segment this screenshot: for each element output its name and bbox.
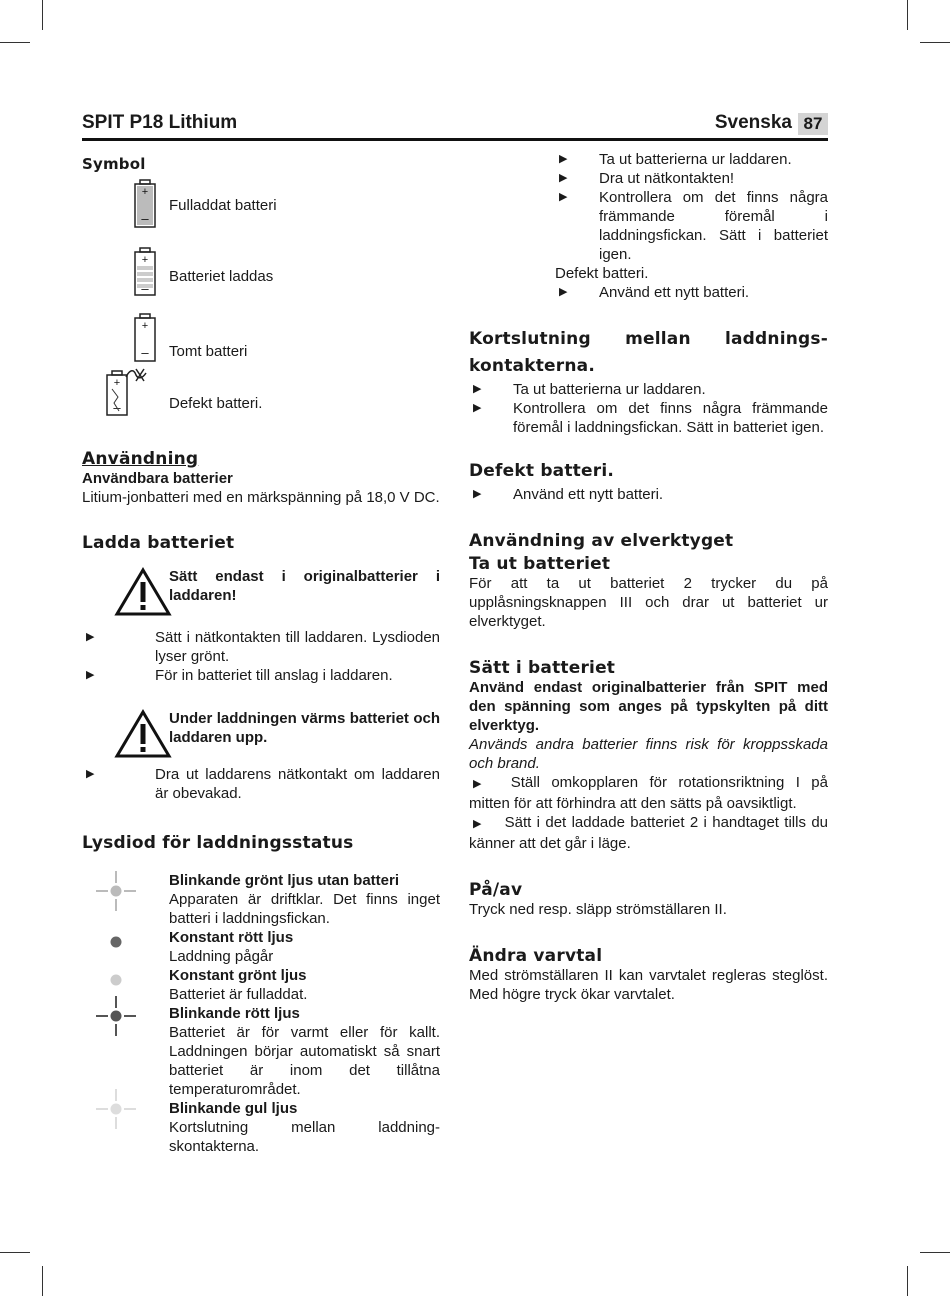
- crop-mark: [42, 0, 43, 30]
- led-row-steady-red: [82, 928, 440, 966]
- usage-text: Litium-jonbatteri med en märkspänning på 18,0 V DC.: [82, 489, 440, 506]
- blinking-green-led-icon: [96, 871, 136, 915]
- symbol-row-empty: [82, 313, 440, 365]
- led-title: Blinkande gul ljus: [169, 1100, 298, 1117]
- empty-battery-icon: [132, 313, 158, 363]
- defect-heading: Defekt batteri.: [469, 461, 615, 481]
- svg-text:–: –: [141, 211, 149, 226]
- list-item: ▶ Sätt i nätkontakten till laddaren. Lysdioden lyser grönt.: [82, 628, 440, 666]
- crop-mark: [907, 1266, 908, 1296]
- on-off-text: Tryck ned resp. släpp strömställaren II.: [469, 901, 727, 918]
- led-text: Laddning pågår: [169, 948, 274, 965]
- led-text: Batteriet är fulladdat.: [169, 986, 308, 1003]
- crop-mark: [42, 1266, 43, 1296]
- remove-battery-text: För att ta ut batteriet 2 trycker du på upplåsningsknappen III och drar ut batteriet ur elverktyget.: [469, 575, 828, 630]
- speed-heading: Ändra varvtal: [469, 946, 603, 966]
- right-column: [469, 150, 828, 1004]
- svg-text:+: +: [141, 186, 149, 198]
- symbol-row-charging: [82, 243, 440, 307]
- symbol-label: Tomt batteri: [169, 343, 248, 360]
- list-item: ▶ Kontrollera om det finns några främmande föremål i laddningsfickan. Sätt in batteriet igen.: [469, 399, 828, 437]
- defect-line: Defekt batteri.: [555, 265, 649, 282]
- warning-text: Under laddningen värms batteriet och laddaren upp.: [169, 710, 440, 746]
- list-item: ▶ Ta ut batterierna ur laddaren.: [469, 380, 828, 399]
- list-item: ▶ Använd ett nytt batteri.: [555, 283, 828, 302]
- short-circuit-heading: Kortslutning mellan laddnings-kontakterna.: [469, 329, 828, 376]
- steady-green-led-icon: [96, 970, 136, 990]
- manual-title: SPIT P18 Lithium: [82, 112, 238, 133]
- svg-text:+: +: [141, 320, 149, 332]
- symbol-heading: Symbol: [82, 155, 146, 173]
- symbol-label: Fulladdat batteri: [169, 197, 277, 214]
- speed-text: Med strömställaren II kan varvtalet regleras steglöst. Med högre tryck ökar varvtalet.: [469, 967, 828, 1003]
- list-item: ▶ Dra ut laddarens nätkontakt om laddaren är obevakad.: [82, 765, 440, 803]
- list-item: ▶ Ta ut batterierna ur laddaren.: [555, 150, 828, 169]
- page-number: 87: [798, 113, 828, 135]
- led-row-blinking-red: [82, 1004, 440, 1099]
- full-battery-icon: [132, 179, 158, 229]
- blinking-red-led-icon: [96, 996, 136, 1040]
- led-title: Konstant grönt ljus: [169, 967, 307, 984]
- warning-icon: [114, 567, 172, 617]
- language-label: Svenska: [714, 112, 792, 133]
- usage-subheading: Användbara batterier: [82, 470, 233, 487]
- led-text: Apparaten är driftklar. Det finns inget batteri i laddningsfickan.: [169, 891, 440, 927]
- led-title: Blinkande grönt ljus utan batteri: [169, 872, 400, 889]
- warning-icon: [114, 709, 172, 759]
- remove-battery-heading: Ta ut batteriet: [469, 554, 611, 574]
- led-text: Kortslutning mellan laddning-skontakterna.: [169, 1119, 440, 1155]
- list-item: ▶ Dra ut nätkontakten!: [555, 169, 828, 188]
- led-title: Konstant rött ljus: [169, 929, 294, 946]
- crop-mark: [0, 42, 30, 43]
- list-item: ▶ Använd ett nytt batteri.: [469, 485, 828, 504]
- page-header: [82, 112, 828, 141]
- symbol-label: Defekt batteri.: [169, 395, 263, 412]
- symbol-row-defect: [82, 367, 440, 419]
- list-item: [469, 813, 828, 853]
- charging-battery-icon: [132, 247, 158, 297]
- warning-text: Sätt endast i originalbatterier i laddaren!: [169, 568, 440, 604]
- list-item: ▶ Kontrollera om det finns några främmande föremål i laddningsfickan. Sätt i batteriet igen.: [555, 188, 828, 264]
- on-off-heading: På/av: [469, 880, 523, 900]
- defect-battery-icon: [104, 367, 150, 417]
- usage-heading: Användning: [82, 449, 199, 469]
- svg-text:+: +: [113, 377, 121, 389]
- led-heading: Lysdiod för laddningsstatus: [82, 833, 354, 853]
- warning-heating: [82, 709, 440, 759]
- svg-text:+: +: [141, 254, 149, 266]
- crop-mark: [907, 0, 908, 30]
- led-row-blinking-yellow: [82, 1099, 440, 1156]
- symbol-label: Batteriet laddas: [169, 268, 274, 285]
- insert-warning: Använd endast originalbatterier från SPIT med den spänning som anges på typskylten på ditt elverktyg.: [469, 679, 828, 734]
- tool-usage-heading: Användning av elverktyget: [469, 531, 734, 551]
- list-item: ▶ För in batteriet till anslag i laddaren.: [82, 666, 440, 685]
- list-item: [469, 773, 828, 813]
- list-item-text: Ställ omkopplaren för rotationsriktning I på mitten för att förhindra att den sätts på oavsiktligt.: [469, 774, 828, 812]
- insert-risk: Används andra batterier finns risk för kroppsskada och brand.: [469, 736, 828, 772]
- blinking-yellow-led-icon: [96, 1089, 136, 1133]
- led-text: Batteriet är för varmt eller för kallt. Laddningen börjar automatiskt så snart batteriet är inom det tillåtna temperaturområdet.: [169, 1024, 440, 1098]
- led-title: Blinkande rött ljus: [169, 1005, 300, 1022]
- charge-heading: Ladda batteriet: [82, 533, 235, 553]
- svg-text:–: –: [113, 400, 121, 415]
- svg-text:–: –: [141, 281, 149, 296]
- left-column: [82, 150, 440, 1156]
- warning-original-batteries: [82, 567, 440, 617]
- crop-mark: [920, 1252, 950, 1253]
- steady-red-led-icon: [96, 932, 136, 952]
- svg-text:–: –: [141, 345, 149, 360]
- insert-battery-heading: Sätt i batteriet: [469, 658, 616, 678]
- crop-mark: [0, 1252, 30, 1253]
- list-item-text: Sätt i det laddade batteriet 2 i handtaget tills du känner att det går i läge.: [469, 814, 829, 852]
- led-row-blinking-green: [82, 871, 440, 928]
- symbol-row-full: [82, 179, 440, 237]
- crop-mark: [920, 42, 950, 43]
